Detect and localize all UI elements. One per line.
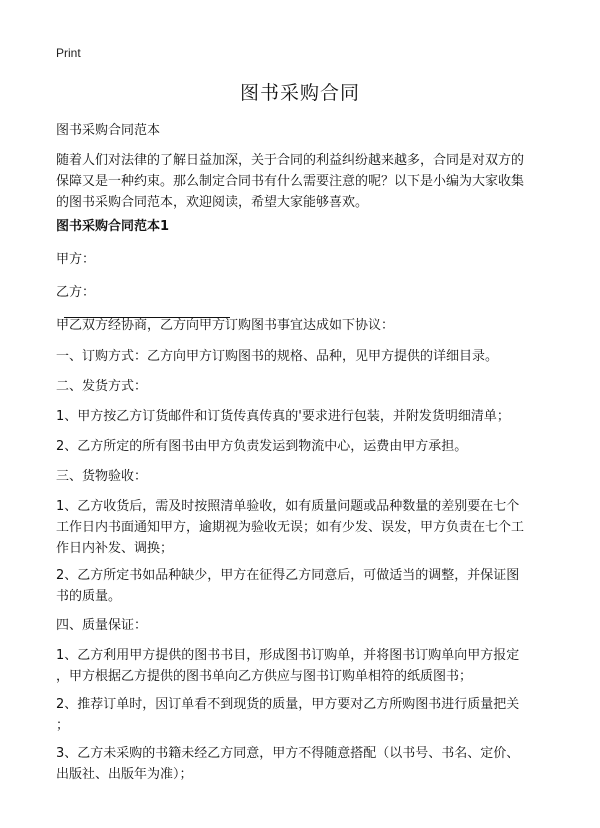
clause-3-item-2 (56, 565, 548, 607)
agreement-line: 甲乙双方经协商，乙方向甲方订购图书事宜达成如下协议： (56, 318, 395, 333)
print-label: Print (56, 46, 81, 60)
clause-line: ，甲方根据乙方提供的图书单向乙方供应与图书订购单相符的纸质图书； (56, 669, 473, 684)
clause-line: 书的质量。 (56, 589, 122, 604)
clause-line: 3、乙方未采购的书籍未经乙方同意，甲方不得随意搭配（以书号、书名、定价、 (56, 746, 520, 761)
clause-line: 作日内补发、调换； (56, 541, 174, 556)
party-b-line (56, 282, 548, 318)
clause-4-item-3 (56, 743, 548, 785)
clause-line: 工作日内书面通知甲方，逾期视为验收无误；如有少发、误发，甲方负责在七个工 (56, 520, 525, 535)
clause-2-item-2: 2、乙方所定的所有图书由甲方负责发运到物流中心，运费由甲方承担。 (56, 439, 468, 454)
clause-3-heading: 三、货物验收： (56, 469, 148, 484)
clause-line: 1、乙方利用甲方提供的图书书目，形成图书订购单，并将图书订购单向甲方报定 (56, 648, 520, 663)
intro-line: 的图书采购合同范本，欢迎阅读，希望大家能够喜欢。 (56, 195, 369, 210)
party-a-line: 甲方： (56, 252, 96, 267)
clause-line: 2、乙方所定书如品种缺少，甲方在征得乙方同意后，可做适当的调整，并保证图 (56, 568, 520, 583)
intro-line: 随着人们对法律的了解日益加深，关于合同的利益纠纷越来越多，合同是对双方的 (56, 153, 525, 168)
party-b-label: 乙方： (56, 285, 96, 300)
clause-1: 一、订购方式：乙方向甲方订购图书的规格、品种，见甲方提供的详细目录。 (56, 349, 499, 364)
clause-4-heading: 四、质量保证： (56, 618, 148, 633)
document-title: 图书采购合同 (239, 82, 360, 104)
clause-line: 1、乙方收货后，需及时按照清单验收，如有质量问题或品种数量的差别要在七个 (56, 499, 520, 514)
clause-4-item-1 (56, 645, 548, 687)
clause-line: 2、推荐订单时，因订单看不到现货的质量，甲方要对乙方所购图书进行质量把关 (56, 697, 520, 712)
clause-4-item-2 (56, 694, 548, 736)
intro-line: 保障又是一种约束。那么制定合同书有什么需要注意的呢？以下是小编为大家收集 (56, 174, 525, 189)
clause-2-item-1: 1、甲方按乙方订货邮件和订货传真传真的'要求进行包装，并附发货明细清单； (56, 409, 510, 424)
clause-3-item-1 (56, 496, 548, 559)
clause-2-heading: 二、发货方式： (56, 379, 148, 394)
intro-paragraph (56, 150, 548, 213)
clause-line: ； (56, 718, 70, 733)
clause-line: 出版社、出版年为准）； (56, 767, 193, 782)
section-heading: 图书采购合同范本1 (56, 219, 170, 234)
document-subtitle: 图书采购合同范本 (56, 123, 161, 138)
